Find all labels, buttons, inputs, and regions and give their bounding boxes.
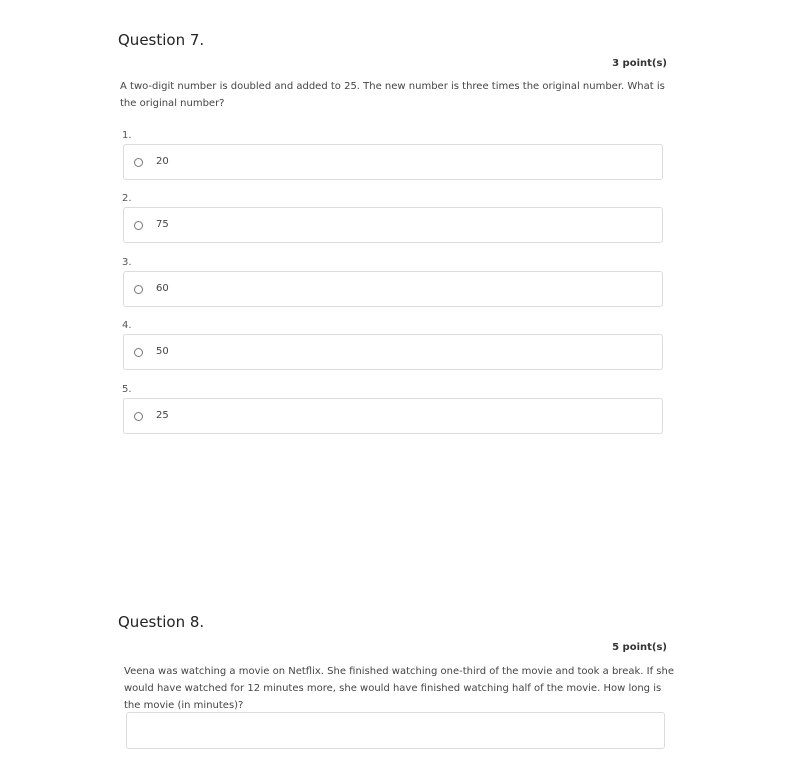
option-4[interactable] [123,334,663,370]
question-8-title: Question 8. [118,613,205,631]
option-2-number: 2. [122,193,132,204]
question-7-text: A two-digit number is doubled and added to 25. The new number is three times the original number. What is the original number? [120,81,665,109]
option-5-number: 5. [122,384,132,395]
option-4-label: 50 [156,346,169,357]
option-2-radio[interactable] [134,221,143,230]
question-8-text: Veena was watching a movie on Netflix. She finished watching one-third of the movie and took a break. If she would have watched for 12 minutes more, she would have finished watching half of the movie. How long is the movie (in minutes)? [124,666,674,711]
option-4-number: 4. [122,320,132,331]
option-3[interactable] [123,271,663,307]
option-3-label: 60 [156,283,169,294]
option-3-number: 3. [122,257,132,268]
answer-input[interactable] [126,712,665,749]
option-1-radio[interactable] [134,158,143,167]
question-8-points: 5 point(s) [612,642,667,653]
option-1-number: 1. [122,130,132,141]
option-1-label: 20 [156,156,169,167]
question-7-title: Question 7. [118,31,205,49]
option-5-radio[interactable] [134,412,143,421]
option-2-label: 75 [156,219,169,230]
option-5-label: 25 [156,410,169,421]
option-4-radio[interactable] [134,348,143,357]
option-3-radio[interactable] [134,285,143,294]
question-7-points: 3 point(s) [612,58,667,69]
option-2[interactable] [123,207,663,243]
option-1[interactable] [123,144,663,180]
option-5[interactable] [123,398,663,434]
